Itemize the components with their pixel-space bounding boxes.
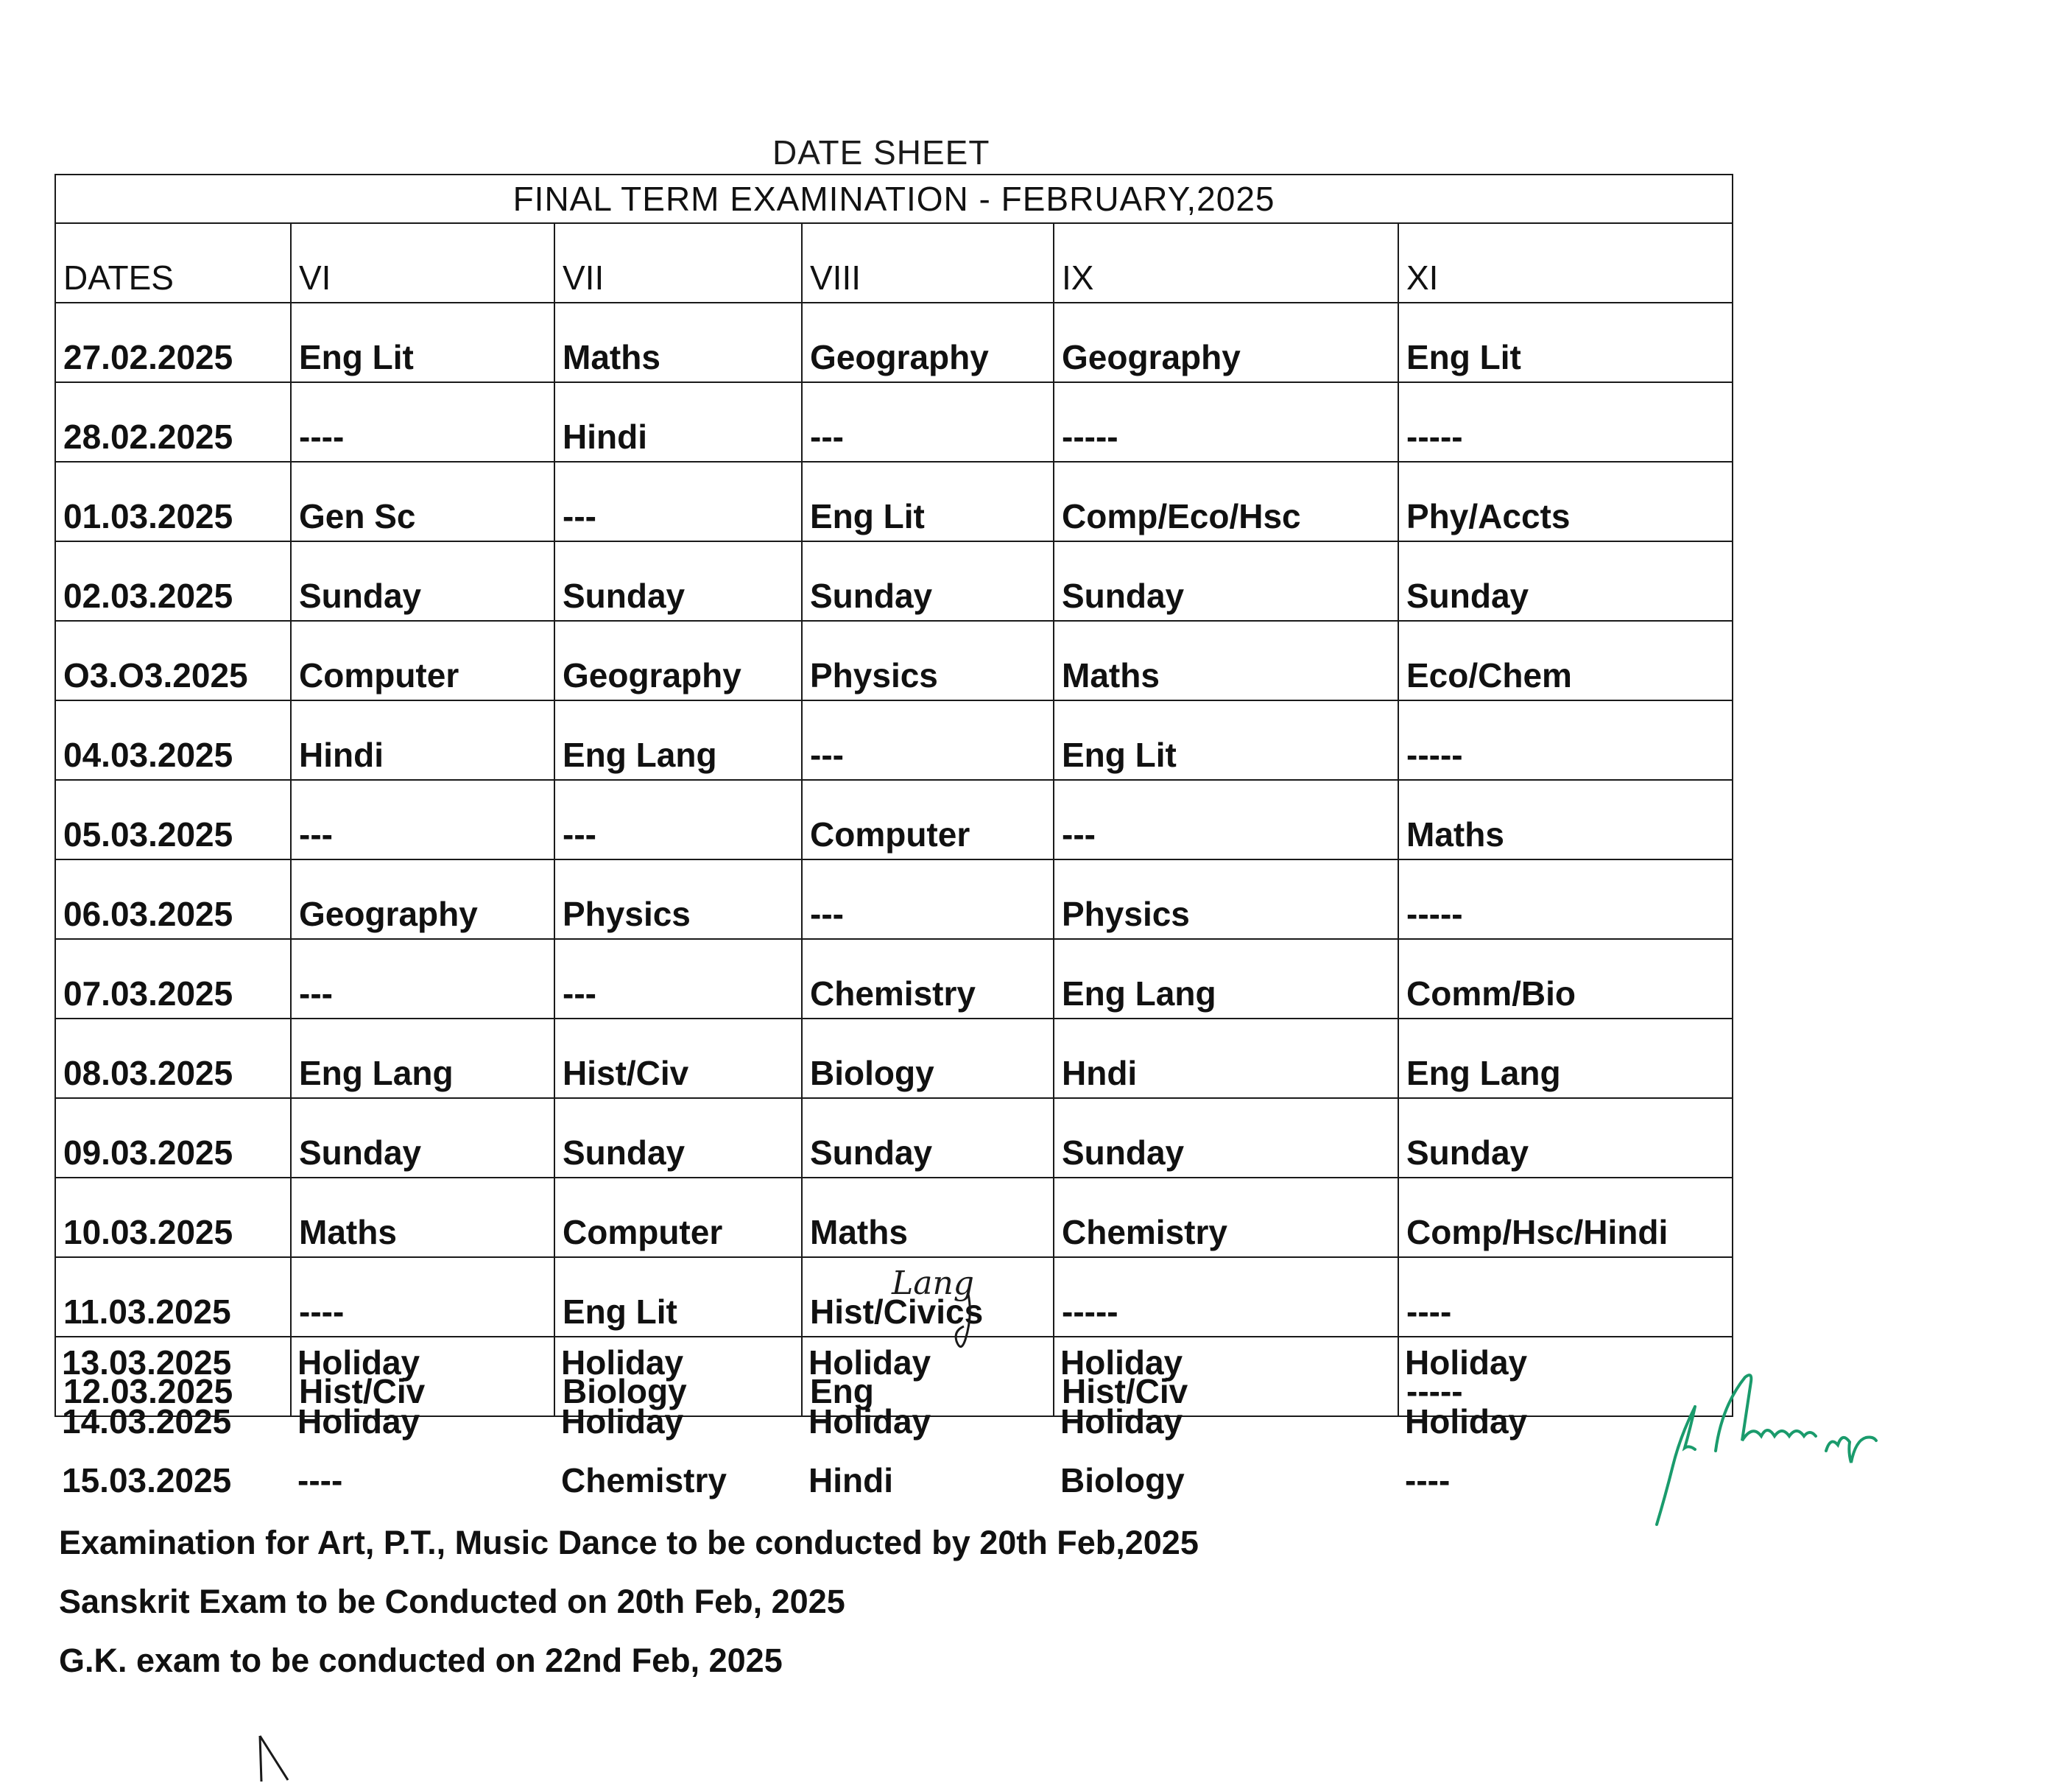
subject-cell: Sunday bbox=[1054, 541, 1398, 621]
date-cell: 02.03.2025 bbox=[55, 541, 291, 621]
subject-cell: --- bbox=[291, 939, 554, 1019]
date-cell: 05.03.2025 bbox=[55, 780, 291, 859]
subject-cell: Sunday bbox=[1398, 1098, 1733, 1178]
subject-cell: ----- bbox=[1398, 1337, 1733, 1416]
subject-cell: Hindi bbox=[808, 1461, 893, 1499]
subject-cell: Sunday bbox=[1398, 541, 1733, 621]
subject-cell: Eng Lang bbox=[1398, 1019, 1733, 1098]
subject-cell: Computer bbox=[554, 1178, 802, 1257]
subject-cell: Computer bbox=[802, 780, 1054, 859]
subject-cell: Eng Lang bbox=[554, 700, 802, 780]
subject-cell: Eng Lit bbox=[291, 303, 554, 382]
subject-cell: Hindi bbox=[554, 382, 802, 462]
table-row bbox=[55, 303, 1733, 382]
date-cell: 10.03.2025 bbox=[55, 1178, 291, 1257]
date-cell: 06.03.2025 bbox=[55, 859, 291, 939]
column-header-dates: DATES bbox=[55, 223, 291, 303]
subject-cell: Holiday bbox=[1060, 1402, 1183, 1441]
date-cell: 12.03.2025 bbox=[55, 1337, 291, 1416]
subject-cell: Hindi bbox=[291, 700, 554, 780]
subject-cell: Holiday bbox=[561, 1343, 684, 1382]
table-row bbox=[55, 541, 1733, 621]
date-cell: 27.02.2025 bbox=[55, 303, 291, 382]
subject-cell: Geography bbox=[291, 859, 554, 939]
subject-cell: Comp/Eco/Hsc bbox=[1054, 462, 1398, 541]
table-row bbox=[55, 780, 1733, 859]
subject-cell: Maths bbox=[1398, 780, 1733, 859]
subject-cell: Geography bbox=[1054, 303, 1398, 382]
subject-cell: --- bbox=[1054, 780, 1398, 859]
subject-cell: Biology bbox=[1060, 1461, 1185, 1499]
subject-cell: --- bbox=[554, 780, 802, 859]
table-row bbox=[55, 462, 1733, 541]
column-header-row bbox=[55, 223, 1733, 303]
subject-cell: Eco/Chem bbox=[1398, 621, 1733, 700]
date-cell: 07.03.2025 bbox=[55, 939, 291, 1019]
date-cell: 11.03.2025 bbox=[55, 1257, 291, 1337]
subject-cell: Maths bbox=[802, 1178, 1054, 1257]
subject-cell: Maths bbox=[291, 1178, 554, 1257]
subject-cell: ---- bbox=[1405, 1461, 1451, 1499]
date-sheet-body bbox=[55, 303, 1733, 1416]
subject-cell: Holiday bbox=[297, 1402, 420, 1441]
extra-dates-body bbox=[54, 1333, 1732, 1510]
subject-cell: --- bbox=[554, 939, 802, 1019]
subject-cell: Holiday bbox=[297, 1343, 420, 1382]
signature bbox=[1642, 1370, 1922, 1532]
subject-cell: Phy/Accts bbox=[1398, 462, 1733, 541]
date-cell: 15.03.2025 bbox=[62, 1461, 232, 1499]
column-header-class: VII bbox=[554, 223, 802, 303]
date-cell: 08.03.2025 bbox=[55, 1019, 291, 1098]
table-row bbox=[55, 700, 1733, 780]
subject-cell: Hist/Civ bbox=[554, 1019, 802, 1098]
subject-cell: Chemistry bbox=[561, 1461, 727, 1499]
table-row bbox=[55, 1019, 1733, 1098]
subject-cell: --- bbox=[802, 700, 1054, 780]
subject-cell: Comp/Hsc/Hindi bbox=[1398, 1178, 1733, 1257]
table-row bbox=[55, 382, 1733, 462]
date-cell: 14.03.2025 bbox=[62, 1402, 232, 1441]
date-cell: 13.03.2025 bbox=[62, 1343, 232, 1382]
date-cell: O3.O3.2025 bbox=[55, 621, 291, 700]
note-line: G.K. exam to be conducted on 22nd Feb, 2025 bbox=[59, 1642, 783, 1679]
table-row bbox=[55, 1098, 1733, 1178]
subject-cell: Physics bbox=[1054, 859, 1398, 939]
subject-cell: ----- bbox=[1398, 700, 1733, 780]
subject-cell: Biology bbox=[554, 1337, 802, 1416]
subject-cell: Comm/Bio bbox=[1398, 939, 1733, 1019]
subject-cell: Biology bbox=[802, 1019, 1054, 1098]
subject-cell: --- bbox=[802, 859, 1054, 939]
subject-cell: Eng Lit bbox=[1054, 700, 1398, 780]
table-row bbox=[54, 1392, 1732, 1451]
date-cell: 09.03.2025 bbox=[55, 1098, 291, 1178]
subject-cell: Sunday bbox=[802, 1098, 1054, 1178]
subject-cell: Eng Lit bbox=[802, 462, 1054, 541]
subject-cell: Eng Lit bbox=[554, 1257, 802, 1337]
table-row bbox=[55, 621, 1733, 700]
table-row bbox=[54, 1451, 1732, 1510]
table-row bbox=[55, 859, 1733, 939]
subject-cell: Gen Sc bbox=[291, 462, 554, 541]
subject-cell: --- bbox=[802, 382, 1054, 462]
subject-cell: Sunday bbox=[802, 541, 1054, 621]
subject-cell: Holiday bbox=[1405, 1343, 1528, 1382]
subject-cell: Geography bbox=[554, 621, 802, 700]
date-cell: 04.03.2025 bbox=[55, 700, 291, 780]
subject-cell: Chemistry bbox=[802, 939, 1054, 1019]
date-sheet-heading: DATE SHEET bbox=[772, 133, 990, 172]
subject-cell: Physics bbox=[802, 621, 1054, 700]
subject-cell: ----- bbox=[1054, 382, 1398, 462]
handwritten-correction-text: Lang bbox=[892, 1265, 974, 1302]
date-cell: 28.02.2025 bbox=[55, 382, 291, 462]
column-header-class: IX bbox=[1054, 223, 1398, 303]
subject-cell: Holiday bbox=[1405, 1402, 1528, 1441]
subject-cell: Eng Lang bbox=[1054, 939, 1398, 1019]
handwritten-correction bbox=[887, 1256, 990, 1359]
subject-cell: ---- bbox=[291, 1257, 554, 1337]
table-row bbox=[55, 1178, 1733, 1257]
subject-cell: ---- bbox=[1398, 1257, 1733, 1337]
subject-cell: Physics bbox=[554, 859, 802, 939]
exam-notes bbox=[59, 1513, 1199, 1690]
date-cell: 01.03.2025 bbox=[55, 462, 291, 541]
subject-cell: Maths bbox=[1054, 621, 1398, 700]
pen-mark bbox=[254, 1734, 298, 1783]
subject-cell: Holiday bbox=[808, 1402, 931, 1441]
subject-cell: Hist/Civ bbox=[291, 1337, 554, 1416]
column-header-class: XI bbox=[1398, 223, 1733, 303]
exam-title: FINAL TERM EXAMINATION - FEBRUARY,2025 bbox=[55, 175, 1733, 223]
note-line: Examination for Art, P.T., Music Dance to be conducted by 20th Feb,2025 bbox=[59, 1524, 1199, 1561]
subject-cell: ---- bbox=[297, 1461, 343, 1499]
extra-dates-table bbox=[54, 1333, 1732, 1510]
subject-cell: Hist/Civics bbox=[802, 1257, 1054, 1337]
subject-cell: Holiday bbox=[1060, 1343, 1183, 1382]
subject-cell: ----- bbox=[1054, 1257, 1398, 1337]
date-sheet-table bbox=[54, 174, 1733, 1417]
subject-cell: Hist/Civ bbox=[1054, 1337, 1398, 1416]
subject-cell: Chemistry bbox=[1054, 1178, 1398, 1257]
subject-cell: ---- bbox=[291, 382, 554, 462]
subject-cell: Geography bbox=[802, 303, 1054, 382]
column-header-class: VIII bbox=[802, 223, 1054, 303]
subject-cell: Sunday bbox=[291, 1098, 554, 1178]
subject-cell: Holiday bbox=[808, 1343, 931, 1382]
column-header-class: VI bbox=[291, 223, 554, 303]
subject-cell: Sunday bbox=[1054, 1098, 1398, 1178]
subject-cell: Eng Lang bbox=[291, 1019, 554, 1098]
note-line: Sanskrit Exam to be Conducted on 20th Feb, 2025 bbox=[59, 1583, 845, 1620]
subject-cell: --- bbox=[291, 780, 554, 859]
subject-cell: Maths bbox=[554, 303, 802, 382]
subject-cell: Hndi bbox=[1054, 1019, 1398, 1098]
subject-cell: Computer bbox=[291, 621, 554, 700]
table-row bbox=[55, 939, 1733, 1019]
subject-cell: ----- bbox=[1398, 382, 1733, 462]
subject-cell: ----- bbox=[1398, 859, 1733, 939]
subject-cell: --- bbox=[554, 462, 802, 541]
subject-cell: Holiday bbox=[561, 1402, 684, 1441]
subject-cell: Sunday bbox=[554, 1098, 802, 1178]
subject-cell: Sunday bbox=[291, 541, 554, 621]
subject-cell: Sunday bbox=[554, 541, 802, 621]
subject-cell: Eng Lit bbox=[1398, 303, 1733, 382]
subject-cell: Eng bbox=[802, 1337, 1054, 1416]
